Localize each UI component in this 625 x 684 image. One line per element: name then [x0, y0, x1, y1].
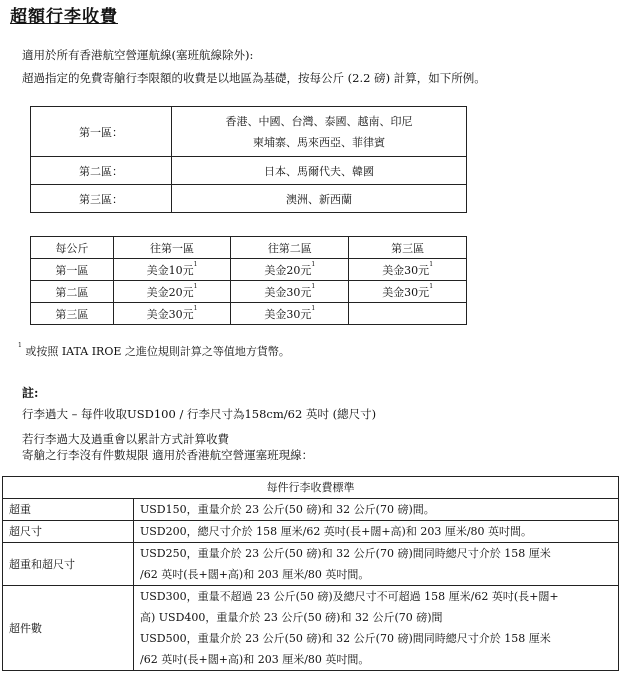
piece-line: 高) USD400，重量介於 23 公斤(50 磅)和 32 公斤(70 磅)間: [140, 611, 443, 624]
zone-countries: [172, 107, 467, 157]
piece-line: /62 英吋(長+闊+高)和 203 厘米/80 英吋間。: [140, 568, 370, 581]
zone-row: [31, 185, 467, 213]
rate-cell: 美金30元$^1$: [231, 281, 349, 303]
zone-row: [31, 157, 467, 185]
piece-row: [3, 543, 619, 586]
piece-line: USD150，重量介於 23 公斤(50 磅)和 32 公斤(70 磅)間。: [140, 503, 435, 516]
intro-line-2: 超過指定的免費寄艙行李限額的收費是以地區為基礎，按每公斤 (2.2 磅) 計算，如下所例。: [22, 71, 486, 85]
rate-cell: 美金30元$^1$: [113, 303, 231, 325]
piece-line: USD250，重量介於 23 公斤(50 磅)和 32 公斤(70 磅)間同時總尺寸介於 158 厘米: [140, 547, 551, 560]
piece-row: [3, 499, 619, 521]
rate-zone: 第一區: [31, 259, 114, 281]
rate-cell: 美金20元$^1$: [231, 259, 349, 281]
rate-cell-empty: [349, 303, 467, 325]
piece-category: 超重和超尺寸: [3, 543, 134, 586]
piece-description: [134, 543, 619, 586]
page-title: 超額行李收費: [10, 7, 118, 27]
zone-label: 第三區：: [31, 185, 172, 213]
piece-description: [134, 499, 619, 521]
rate-header: 往第二區: [231, 237, 349, 259]
piece-line: USD500，重量介於 23 公斤(50 磅)和 32 公斤(70 磅)間同時總尺寸介於 158 厘米: [140, 632, 551, 645]
piece-category: 超尺寸: [3, 521, 134, 543]
rate-header: 每公斤: [31, 237, 114, 259]
rate-row: [31, 259, 467, 281]
zone-row: [31, 107, 467, 157]
rate-cell: 美金30元$^1$: [349, 281, 467, 303]
piece-table-header: 每件行李收費標準: [3, 477, 619, 499]
rate-header-row: [31, 237, 467, 259]
zone-countries: 日本、馬爾代夫、韓國: [172, 157, 467, 185]
note-line-1: 行李過大 – 每件收取USD100 / 行李尺寸為158cm/62 英吋 (總尺寸): [22, 407, 377, 421]
zone-countries-line: 柬埔寨、馬來西亞、菲律賓: [253, 135, 385, 149]
rate-header: 第三區: [349, 237, 467, 259]
note-line-2: 若行李過大及過重會以累計方式計算收費: [22, 432, 229, 446]
zone-countries: 澳洲、新西蘭: [172, 185, 467, 213]
zone-label: 第二區：: [31, 157, 172, 185]
piece-line: /62 英吋(長+闊+高)和 203 厘米/80 英吋間。: [140, 653, 370, 666]
rate-zone: 第二區: [31, 281, 114, 303]
piece-header-row: [3, 477, 619, 499]
piece-description: [134, 521, 619, 543]
piece-line: USD300，重量不超過 23 公斤(50 磅)及總尺寸不可超過 158 厘米/62 英吋(長+闊+: [140, 590, 559, 603]
rate-row: [31, 281, 467, 303]
rate-header: 往第一區: [113, 237, 231, 259]
rate-cell: 美金20元$^1$: [113, 281, 231, 303]
piece-category: 超重: [3, 499, 134, 521]
note-line-3: 寄艙之行李沒有件數規限 適用於香港航空營運塞班現線：: [22, 448, 314, 462]
notes-heading: 註:: [22, 386, 39, 400]
zone-label: 第一區：: [31, 107, 172, 157]
rate-table: [30, 236, 467, 325]
piece-line: USD200，總尺寸介於 158 厘米/62 英吋(長+闊+高)和 203 厘米/80 英吋間。: [140, 525, 533, 538]
rate-row: [31, 303, 467, 325]
footnote: $^1$ 或按照 IATA IROE 之進位規則計算之等值地方貨幣。: [18, 342, 290, 358]
intro-line-1: 適用於所有香港航空營運航線(塞班航線除外):: [22, 48, 254, 62]
piece-row: [3, 521, 619, 543]
rate-zone: 第三區: [31, 303, 114, 325]
rate-cell: 美金30元$^1$: [349, 259, 467, 281]
rate-cell: 美金10元$^1$: [113, 259, 231, 281]
piece-fee-table: [2, 476, 619, 671]
piece-description: [134, 586, 619, 671]
piece-row: [3, 586, 619, 671]
piece-category: 超件數: [3, 586, 134, 671]
zone-table: [30, 106, 467, 213]
zone-countries-line: 香港、中國、台灣、泰國、越南、印尼: [225, 114, 413, 128]
rate-cell: 美金30元$^1$: [231, 303, 349, 325]
